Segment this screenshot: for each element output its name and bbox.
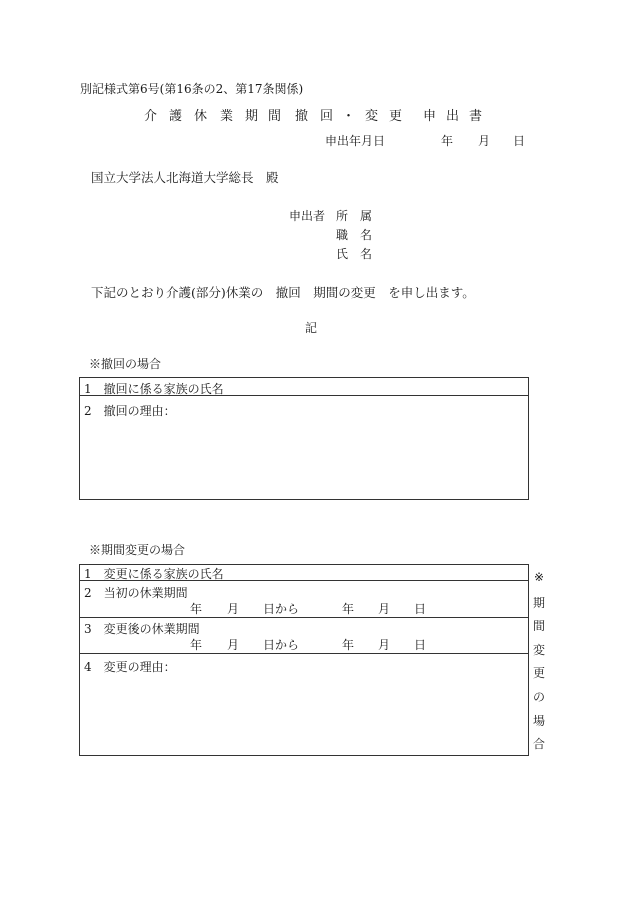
title-char: 書	[469, 109, 483, 124]
title-char: 更	[389, 109, 403, 124]
statement-text: 下記のとおり介護(部分)休業の 撤回 期間の変更 を申し出ます。	[91, 285, 475, 300]
side-note-char: 期	[532, 595, 545, 610]
side-note-char: 間	[532, 619, 545, 634]
withdrawal-family-name-label: 1 撤回に係る家族の氏名	[84, 382, 224, 396]
title-char: 間	[268, 109, 282, 124]
side-note-char: 更	[532, 666, 545, 681]
year-label: 年	[190, 638, 203, 652]
row-divider	[80, 653, 528, 654]
year-label: 年	[342, 602, 355, 616]
day-from-label: 日から	[263, 602, 300, 616]
change-reason-label: 4 変更の理由：	[84, 660, 176, 674]
original-period-label: 2 当初の休業期間	[84, 586, 188, 600]
changed-period-dates	[80, 636, 520, 650]
title-char: 出	[446, 109, 460, 124]
affiliation-label: 所 属	[336, 209, 373, 223]
title-char: ・	[342, 109, 356, 124]
application-date-label: 申出年月日	[325, 134, 386, 148]
ki-label: 記	[305, 321, 318, 335]
month-label: 月	[378, 602, 391, 616]
title-char: 期	[245, 109, 259, 124]
change-family-name-label: 1 変更に係る家族の氏名	[84, 567, 224, 581]
applicant-label: 申出者	[289, 209, 326, 223]
side-note-char: 合	[532, 737, 545, 752]
title-char: 介	[144, 109, 158, 124]
row-divider	[80, 617, 528, 618]
month-label: 月	[227, 602, 240, 616]
withdrawal-reason-label: 2 撤回の理由：	[84, 404, 176, 418]
application-date-row	[325, 132, 525, 148]
name-label: 氏 名	[336, 247, 373, 261]
form-number: 別記様式第6号(第16条の2、第17条関係)	[80, 82, 304, 96]
change-heading: ※期間変更の場合	[89, 543, 186, 557]
document-title	[144, 105, 484, 124]
title-char: 護	[169, 109, 183, 124]
position-label: 職 名	[336, 228, 373, 242]
withdrawal-heading: ※撤回の場合	[89, 357, 162, 371]
title-char: 撤	[295, 109, 309, 124]
year-label: 年	[441, 134, 454, 148]
month-label: 月	[478, 134, 491, 148]
day-label: 日	[513, 134, 526, 148]
day-label: 日	[414, 602, 427, 616]
title-char: 休	[194, 109, 208, 124]
month-label: 月	[227, 638, 240, 652]
side-note-char: ※	[533, 570, 545, 584]
title-char: 変	[365, 109, 379, 124]
side-note-char: 場	[532, 713, 545, 728]
changed-period-label: 3 変更後の休業期間	[84, 622, 200, 636]
day-from-label: 日から	[263, 638, 300, 652]
day-label: 日	[414, 638, 427, 652]
original-period-dates	[80, 600, 520, 614]
addressee: 国立大学法人北海道大学総長 殿	[91, 170, 279, 185]
side-note-char: 変	[532, 642, 545, 657]
side-note-char: の	[532, 689, 545, 704]
title-char: 回	[320, 109, 334, 124]
year-label: 年	[190, 602, 203, 616]
side-note-vertical	[532, 570, 546, 759]
year-label: 年	[342, 638, 355, 652]
month-label: 月	[378, 638, 391, 652]
title-char: 業	[220, 109, 234, 124]
change-table	[79, 564, 529, 756]
withdrawal-table	[79, 377, 529, 500]
title-char: 申	[423, 109, 437, 124]
